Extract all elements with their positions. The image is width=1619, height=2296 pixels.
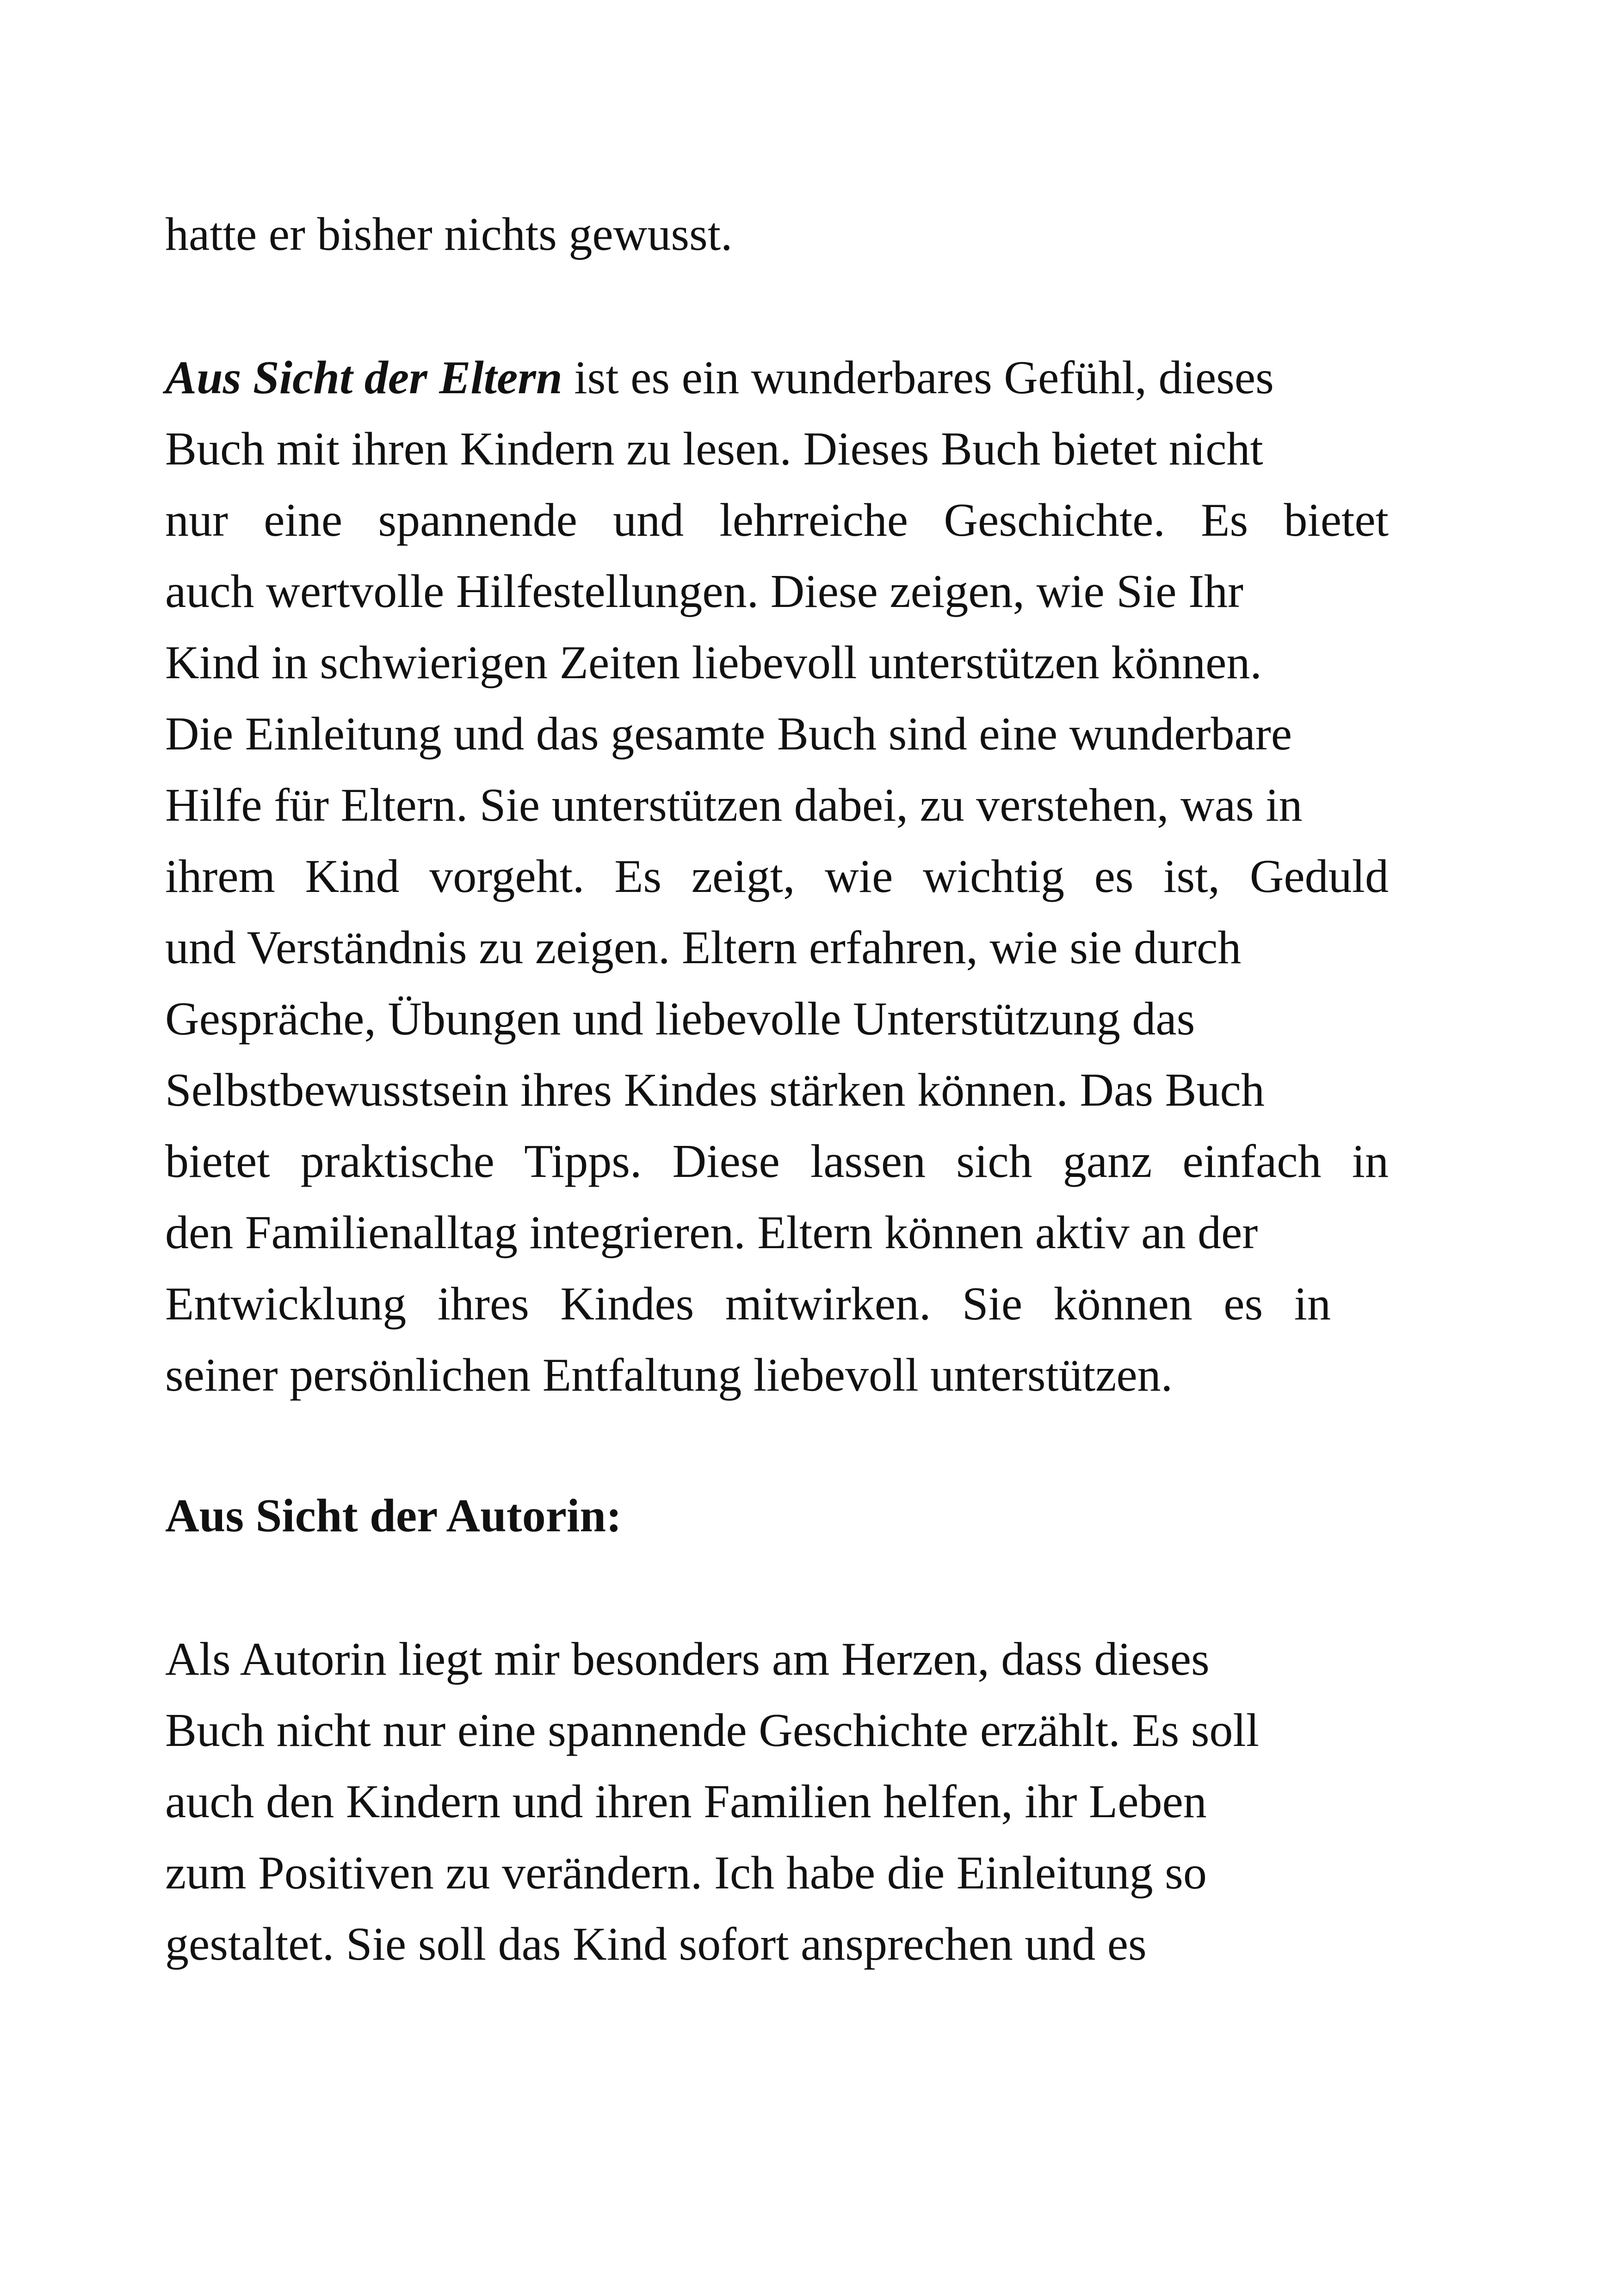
- author-heading: Aus Sicht der Autorin:: [165, 1490, 622, 1542]
- author-heading-block: [165, 1480, 1414, 1552]
- parents-line-2: nur eine spannende und lehrreiche Geschichte. Es bietet: [165, 494, 1389, 546]
- parents-line-1: Buch mit ihren Kindern zu lesen. Dieses Buch bietet nicht: [165, 423, 1263, 475]
- author-line-3: zum Positiven zu verändern. Ich habe die Einleitung so: [165, 1847, 1207, 1899]
- parents-line-7: ihrem Kind vorgeht. Es zeigt, wie wichtig es ist, Geduld: [165, 850, 1389, 903]
- parents-line-0: ist es ein wunderbares Gefühl, dieses: [562, 352, 1274, 404]
- parents-line-3: auch wertvolle Hilfestellungen. Diese zeigen, wie Sie Ihr: [165, 565, 1244, 618]
- parents-line-6: Hilfe für Eltern. Sie unterstützen dabei, zu verstehen, was in: [165, 779, 1303, 831]
- parents-line-10: Selbstbewusstsein ihres Kindes stärken können. Das Buch: [165, 1064, 1265, 1116]
- parents-line-5: Die Einleitung und das gesamte Buch sind eine wunderbare: [165, 708, 1292, 760]
- parents-line-13: Entwicklung ihres Kindes mitwirken. Sie können es in: [165, 1278, 1331, 1330]
- parents-line-4: Kind in schwierigen Zeiten liebevoll unterstützen können.: [165, 637, 1262, 689]
- author-line-0: Als Autorin liegt mir besonders am Herzen, dass dieses: [165, 1633, 1210, 1685]
- parents-line-12: den Familienalltag integrieren. Eltern können aktiv an der: [165, 1207, 1258, 1259]
- parents-line-8: und Verständnis zu zeigen. Eltern erfahren, wie sie durch: [165, 922, 1242, 974]
- parents-line-14: seiner persönlichen Entfaltung liebevoll unterstützen.: [165, 1349, 1173, 1401]
- author-line-1: Buch nicht nur eine spannende Geschichte erzählt. Es soll: [165, 1704, 1260, 1757]
- parents-first-line: [165, 342, 1414, 414]
- parents-line-9: Gespräche, Übungen und liebevolle Unterstützung das: [165, 993, 1195, 1045]
- author-line-2: auch den Kindern und ihren Familien helfen, ihr Leben: [165, 1776, 1207, 1828]
- intro-line: hatte er bisher nichts gewusst.: [165, 208, 733, 260]
- intro-paragraph: [165, 199, 1414, 270]
- parents-lead: Aus Sicht der Eltern: [165, 352, 562, 404]
- author-line-4: gestaltet. Sie soll das Kind sofort ansprechen und es: [165, 1918, 1147, 1970]
- parents-paragraph: [165, 342, 1414, 1411]
- parents-line-11: bietet praktische Tipps. Diese lassen sich ganz einfach in: [165, 1135, 1389, 1188]
- author-paragraph: [165, 1624, 1414, 1980]
